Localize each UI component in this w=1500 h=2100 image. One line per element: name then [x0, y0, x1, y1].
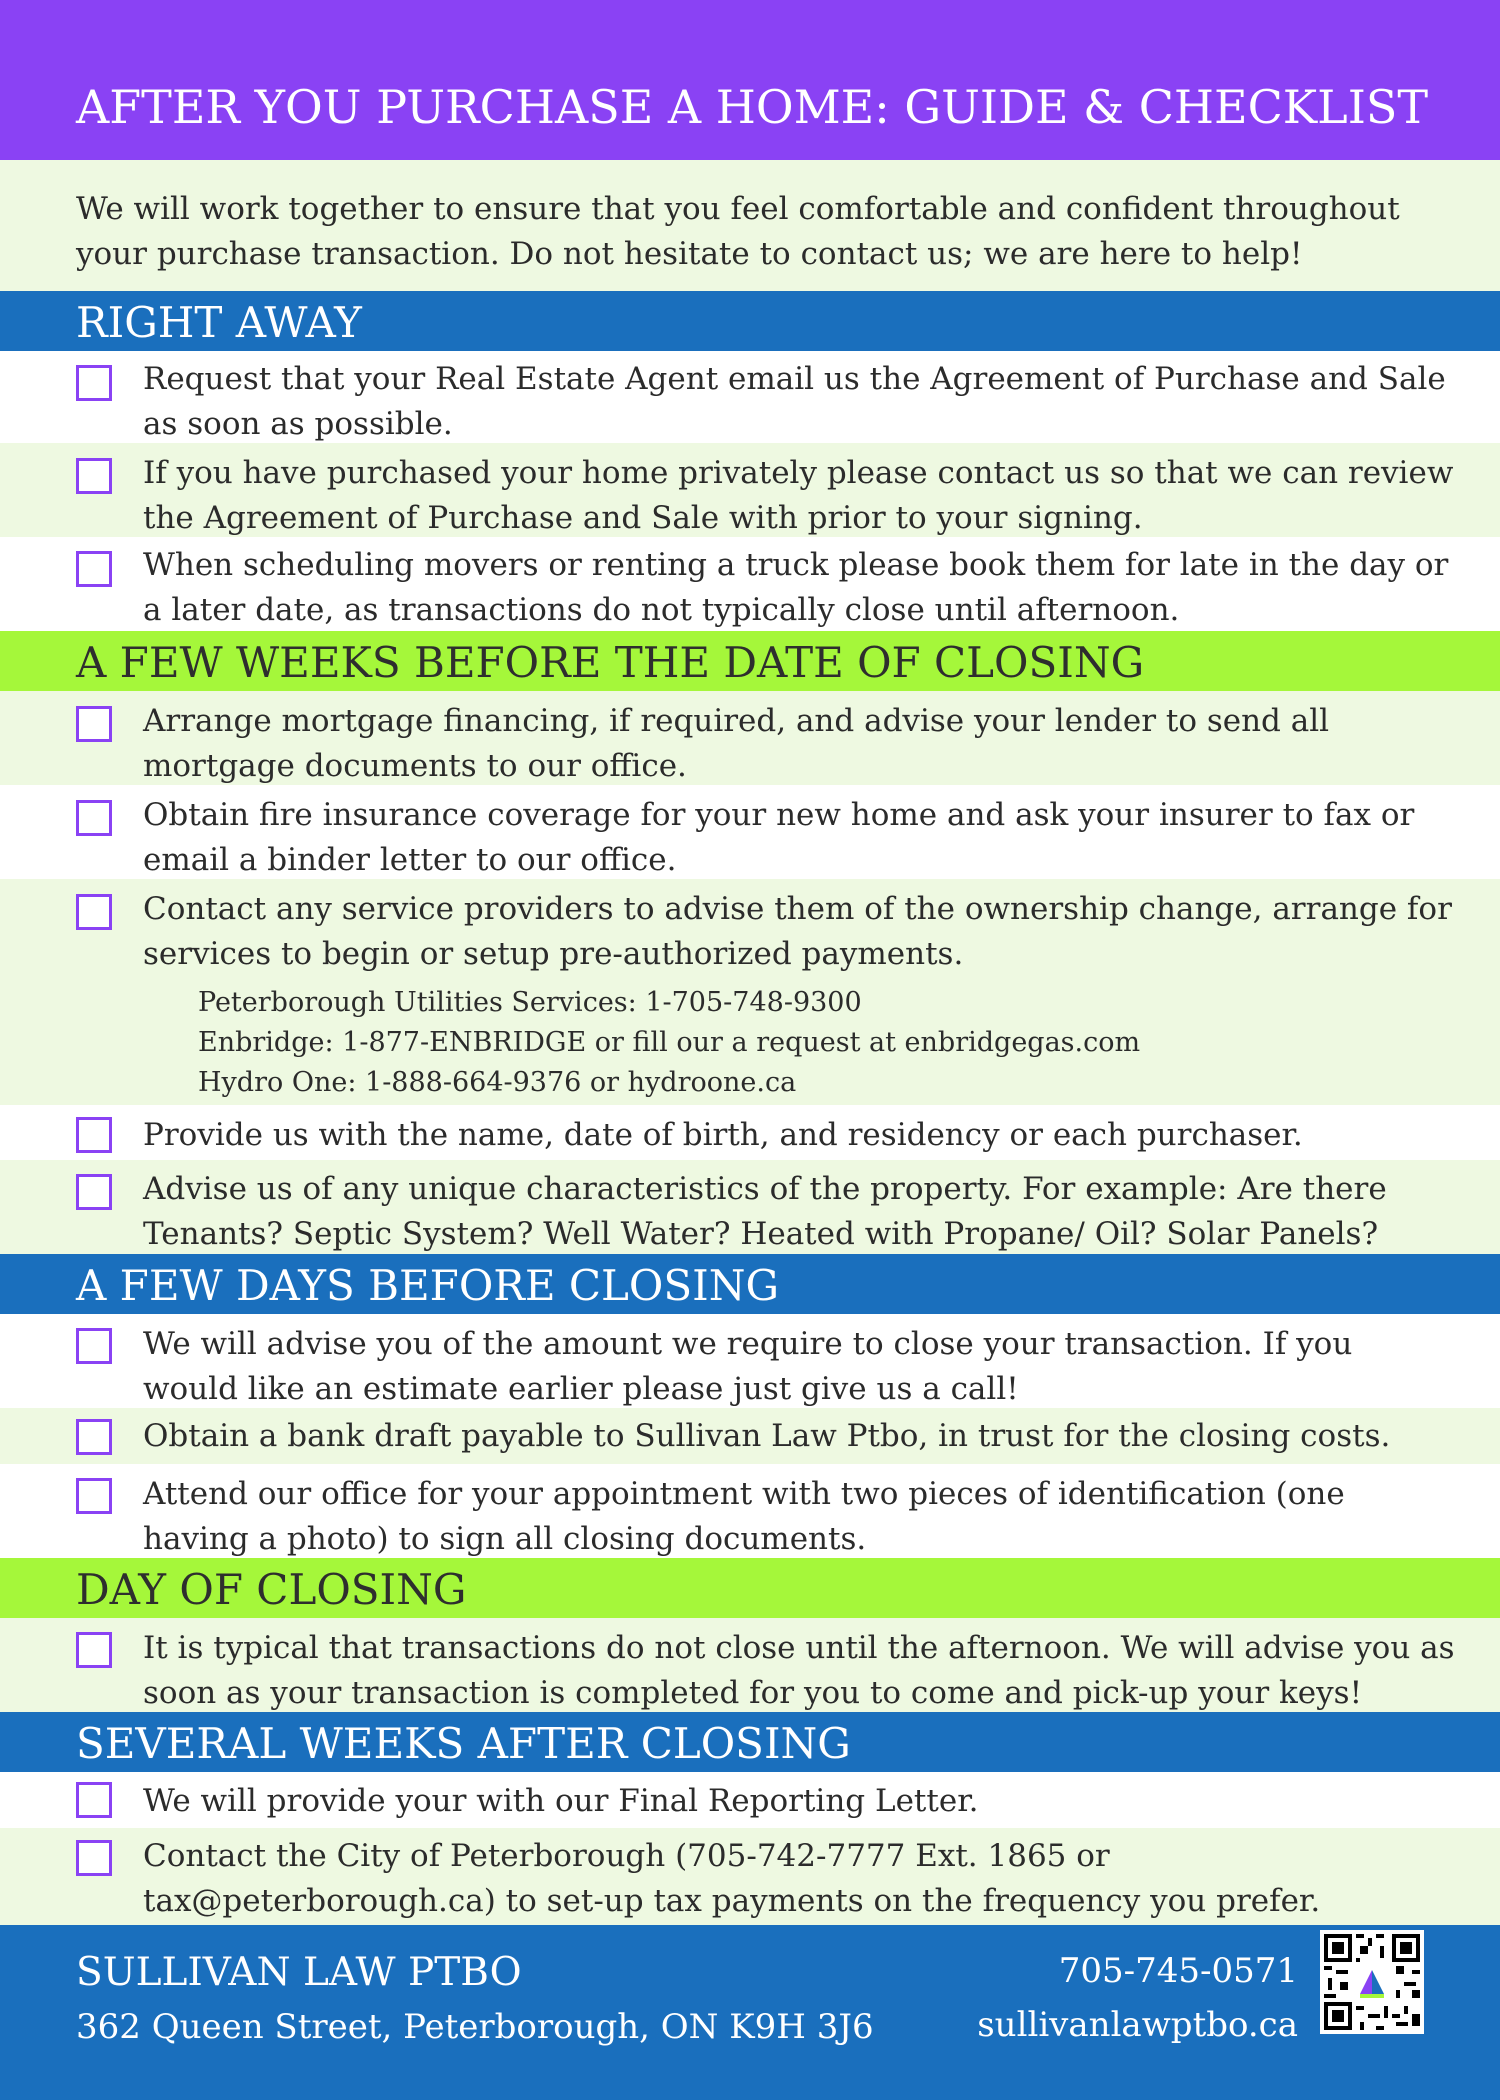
section-heading-few-weeks-before: A FEW WEEKS BEFORE THE DATE OF CLOSING — [0, 631, 1500, 691]
footer — [0, 1925, 1500, 2100]
item-text: Advise us of any unique characteristics of the property. For example: Are there Tenants? Septic System? Well Water? Heated with Propane/ Oil? Solar Panels? — [143, 1171, 1387, 1252]
service-contact: Enbridge: 1-877-ENBRIDGE or fill our a request at enbridgegas.com — [198, 1027, 1141, 1058]
checkbox[interactable] — [76, 800, 112, 836]
item-text: We will advise you of the amount we require to close your transaction. If you would like an estimate earlier please just give us a call! — [143, 1326, 1353, 1407]
checklist-item — [0, 537, 1500, 631]
item-text: Obtain fire insurance coverage for your new home and ask your insurer to fax or email a binder letter to our office. — [143, 797, 1415, 878]
page-title: AFTER YOU PURCHASE A HOME: GUIDE & CHECKLIST — [76, 80, 1429, 134]
service-contact: Hydro One: 1-888-664-9376 or hydroone.ca — [198, 1067, 797, 1098]
section-heading-right-away: RIGHT AWAY — [0, 291, 1500, 351]
checklist-item — [0, 1105, 1500, 1160]
item-text: Request that your Real Estate Agent email us the Agreement of Purchase and Sale as soon as possible. — [143, 361, 1446, 442]
checklist-item — [0, 1314, 1500, 1408]
checklist-item — [0, 879, 1500, 1105]
item-text: Arrange mortgage financing, if required, and advise your lender to send all mortgage documents to our office. — [143, 703, 1330, 784]
section-heading-few-days-before: A FEW DAYS BEFORE CLOSING — [0, 1254, 1500, 1314]
section-heading-several-weeks-after: SEVERAL WEEKS AFTER CLOSING — [0, 1712, 1500, 1772]
checklist-item — [0, 351, 1500, 443]
checklist-item — [0, 443, 1500, 537]
checkbox[interactable] — [76, 458, 112, 494]
checkbox[interactable] — [76, 1632, 112, 1668]
firm-phone[interactable]: 705-745-0571 — [1058, 1951, 1298, 1991]
title-banner — [0, 0, 1500, 160]
checklist-item — [0, 1160, 1500, 1254]
checklist-item — [0, 785, 1500, 879]
checkbox[interactable] — [76, 1117, 112, 1153]
item-text: It is typical that transactions do not close until the afternoon. We will advise you as soon as your transaction is completed for you to come and pick-up your keys! — [143, 1630, 1455, 1711]
item-text: When scheduling movers or renting a truck please book them for late in the day or a later date, as transactions do not typically close until afternoon. — [143, 547, 1449, 628]
item-text: We will provide your with our Final Reporting Letter. — [143, 1783, 979, 1819]
checklist-item — [0, 1464, 1500, 1558]
checklist-item — [0, 1618, 1500, 1712]
checklist-item — [0, 1772, 1500, 1828]
checklist-item — [0, 1408, 1500, 1464]
checkbox[interactable] — [76, 1478, 112, 1514]
checkbox[interactable] — [76, 1419, 112, 1455]
checkbox[interactable] — [76, 894, 112, 930]
firm-name: SULLIVAN LAW PTBO — [76, 1950, 522, 1995]
checklist-item — [0, 1828, 1500, 1925]
section-heading-day-of-closing: DAY OF CLOSING — [0, 1558, 1500, 1618]
service-contact: Peterborough Utilities Services: 1-705-748-9300 — [198, 987, 862, 1018]
checkbox[interactable] — [76, 551, 112, 587]
checklist-item — [0, 691, 1500, 785]
intro-text: We will work together to ensure that you feel comfortable and confident throughout your purchase transaction. Do not hesitate to contact us; we are here to help! — [0, 160, 1500, 291]
item-text: Provide us with the name, date of birth, and residency or each purchaser. — [143, 1117, 1303, 1153]
qr-code-icon[interactable] — [1320, 1930, 1424, 2034]
checkbox[interactable] — [76, 1840, 112, 1876]
item-text: Contact any service providers to advise them of the ownership change, arrange for services to begin or setup pre-authorized payments. — [143, 891, 1452, 972]
item-text: Obtain a bank draft payable to Sullivan Law Ptbo, in trust for the closing costs. — [143, 1418, 1391, 1454]
firm-website[interactable]: sullivanlawptbo.ca — [977, 2005, 1298, 2045]
firm-address: 362 Queen Street, Peterborough, ON K9H 3J6 — [76, 2007, 874, 2047]
item-text: Attend our office for your appointment with two pieces of identification (one having a photo) to sign all closing documents. — [143, 1476, 1345, 1557]
item-text: Contact the City of Peterborough (705-742-7777 Ext. 1865 or tax@peterborough.ca) to set-up tax payments on the frequency you prefer. — [143, 1838, 1321, 1919]
checkbox[interactable] — [76, 1782, 112, 1818]
checkbox[interactable] — [76, 1174, 112, 1210]
item-text: If you have purchased your home privately please contact us so that we can review the Agreement of Purchase and Sale with prior to your signing. — [143, 455, 1454, 536]
checkbox[interactable] — [76, 706, 112, 742]
checkbox[interactable] — [76, 1328, 112, 1364]
checkbox[interactable] — [76, 365, 112, 401]
